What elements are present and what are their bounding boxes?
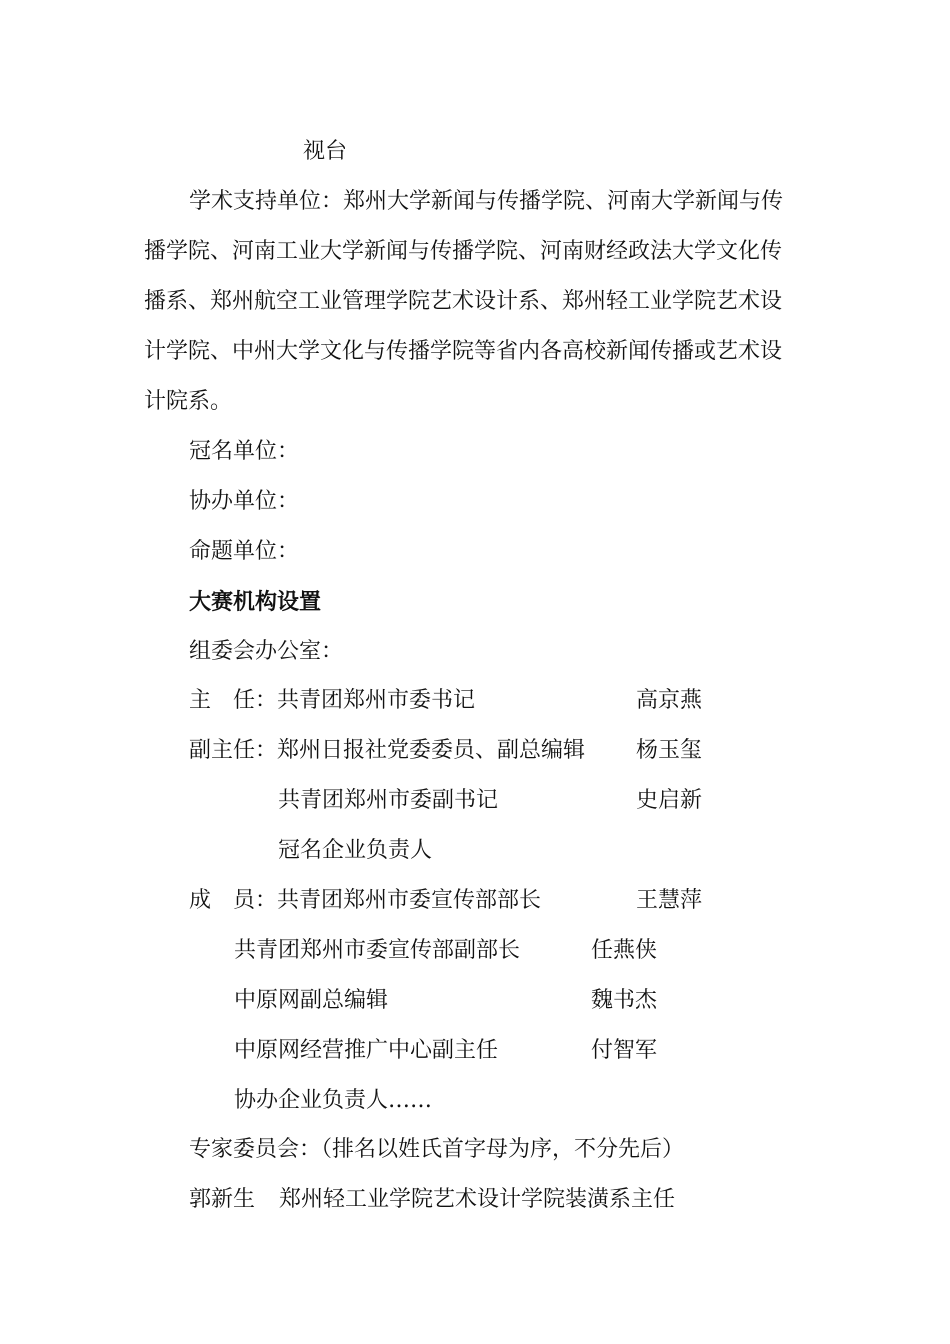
deputy-1-name: 杨玉玺	[636, 738, 703, 763]
deputy-2-role: 共青团郑州市委副书记	[278, 788, 499, 813]
member-3-name: 魏书杰	[591, 988, 658, 1013]
director-role: 主 任：共青团郑州市委书记	[189, 688, 476, 713]
deputy-2-name: 史启新	[636, 788, 703, 813]
support-line-4: 计学院、中州大学文化与传播学院等省内各高校新闻传播或艺术设	[144, 339, 783, 364]
member-4-role: 中原网经营推广中心副主任	[234, 1038, 499, 1063]
support-line-1: 学术支持单位：郑州大学新闻与传播学院、河南大学新闻与传	[189, 189, 784, 214]
member-2-role: 共青团郑州市委宣传部副部长	[234, 938, 521, 963]
member-4-name: 付智军	[591, 1038, 658, 1063]
deputy-1-role: 副主任：郑州日报社党委委员、副总编辑	[189, 738, 586, 763]
expert-1-name: 郭新生	[189, 1187, 256, 1212]
experts-label: 专家委员会：（排名以姓氏首字母为序，不分先后）	[189, 1137, 685, 1162]
director-name: 高京燕	[636, 688, 703, 713]
top-fragment: 视台	[303, 139, 348, 164]
topic-unit: 命题单位：	[189, 539, 300, 564]
member-3-role: 中原网副总编辑	[234, 988, 389, 1013]
section-heading: 大赛机构设置	[189, 589, 322, 615]
expert-1-title: 郑州轻工业学院艺术设计学院装潢系主任	[279, 1187, 676, 1212]
support-line-5: 计院系。	[144, 389, 233, 414]
member-1-name: 王慧萍	[636, 888, 703, 913]
support-line-2: 播学院、河南工业大学新闻与传播学院、河南财经政法大学文化传	[144, 239, 783, 264]
support-line-3: 播系、郑州航空工业管理学院艺术设计系、郑州轻工业学院艺术设	[144, 289, 783, 314]
member-2-name: 任燕侠	[591, 938, 658, 963]
office-label: 组委会办公室：	[189, 639, 344, 664]
naming-unit: 冠名单位：	[189, 439, 300, 464]
deputy-3-role: 冠名企业负责人	[278, 838, 433, 863]
co-organizer: 协办单位：	[189, 489, 300, 514]
member-5-role: 协办企业负责人……	[234, 1088, 433, 1113]
member-1-role: 成 员：共青团郑州市委宣传部部长	[189, 888, 542, 913]
